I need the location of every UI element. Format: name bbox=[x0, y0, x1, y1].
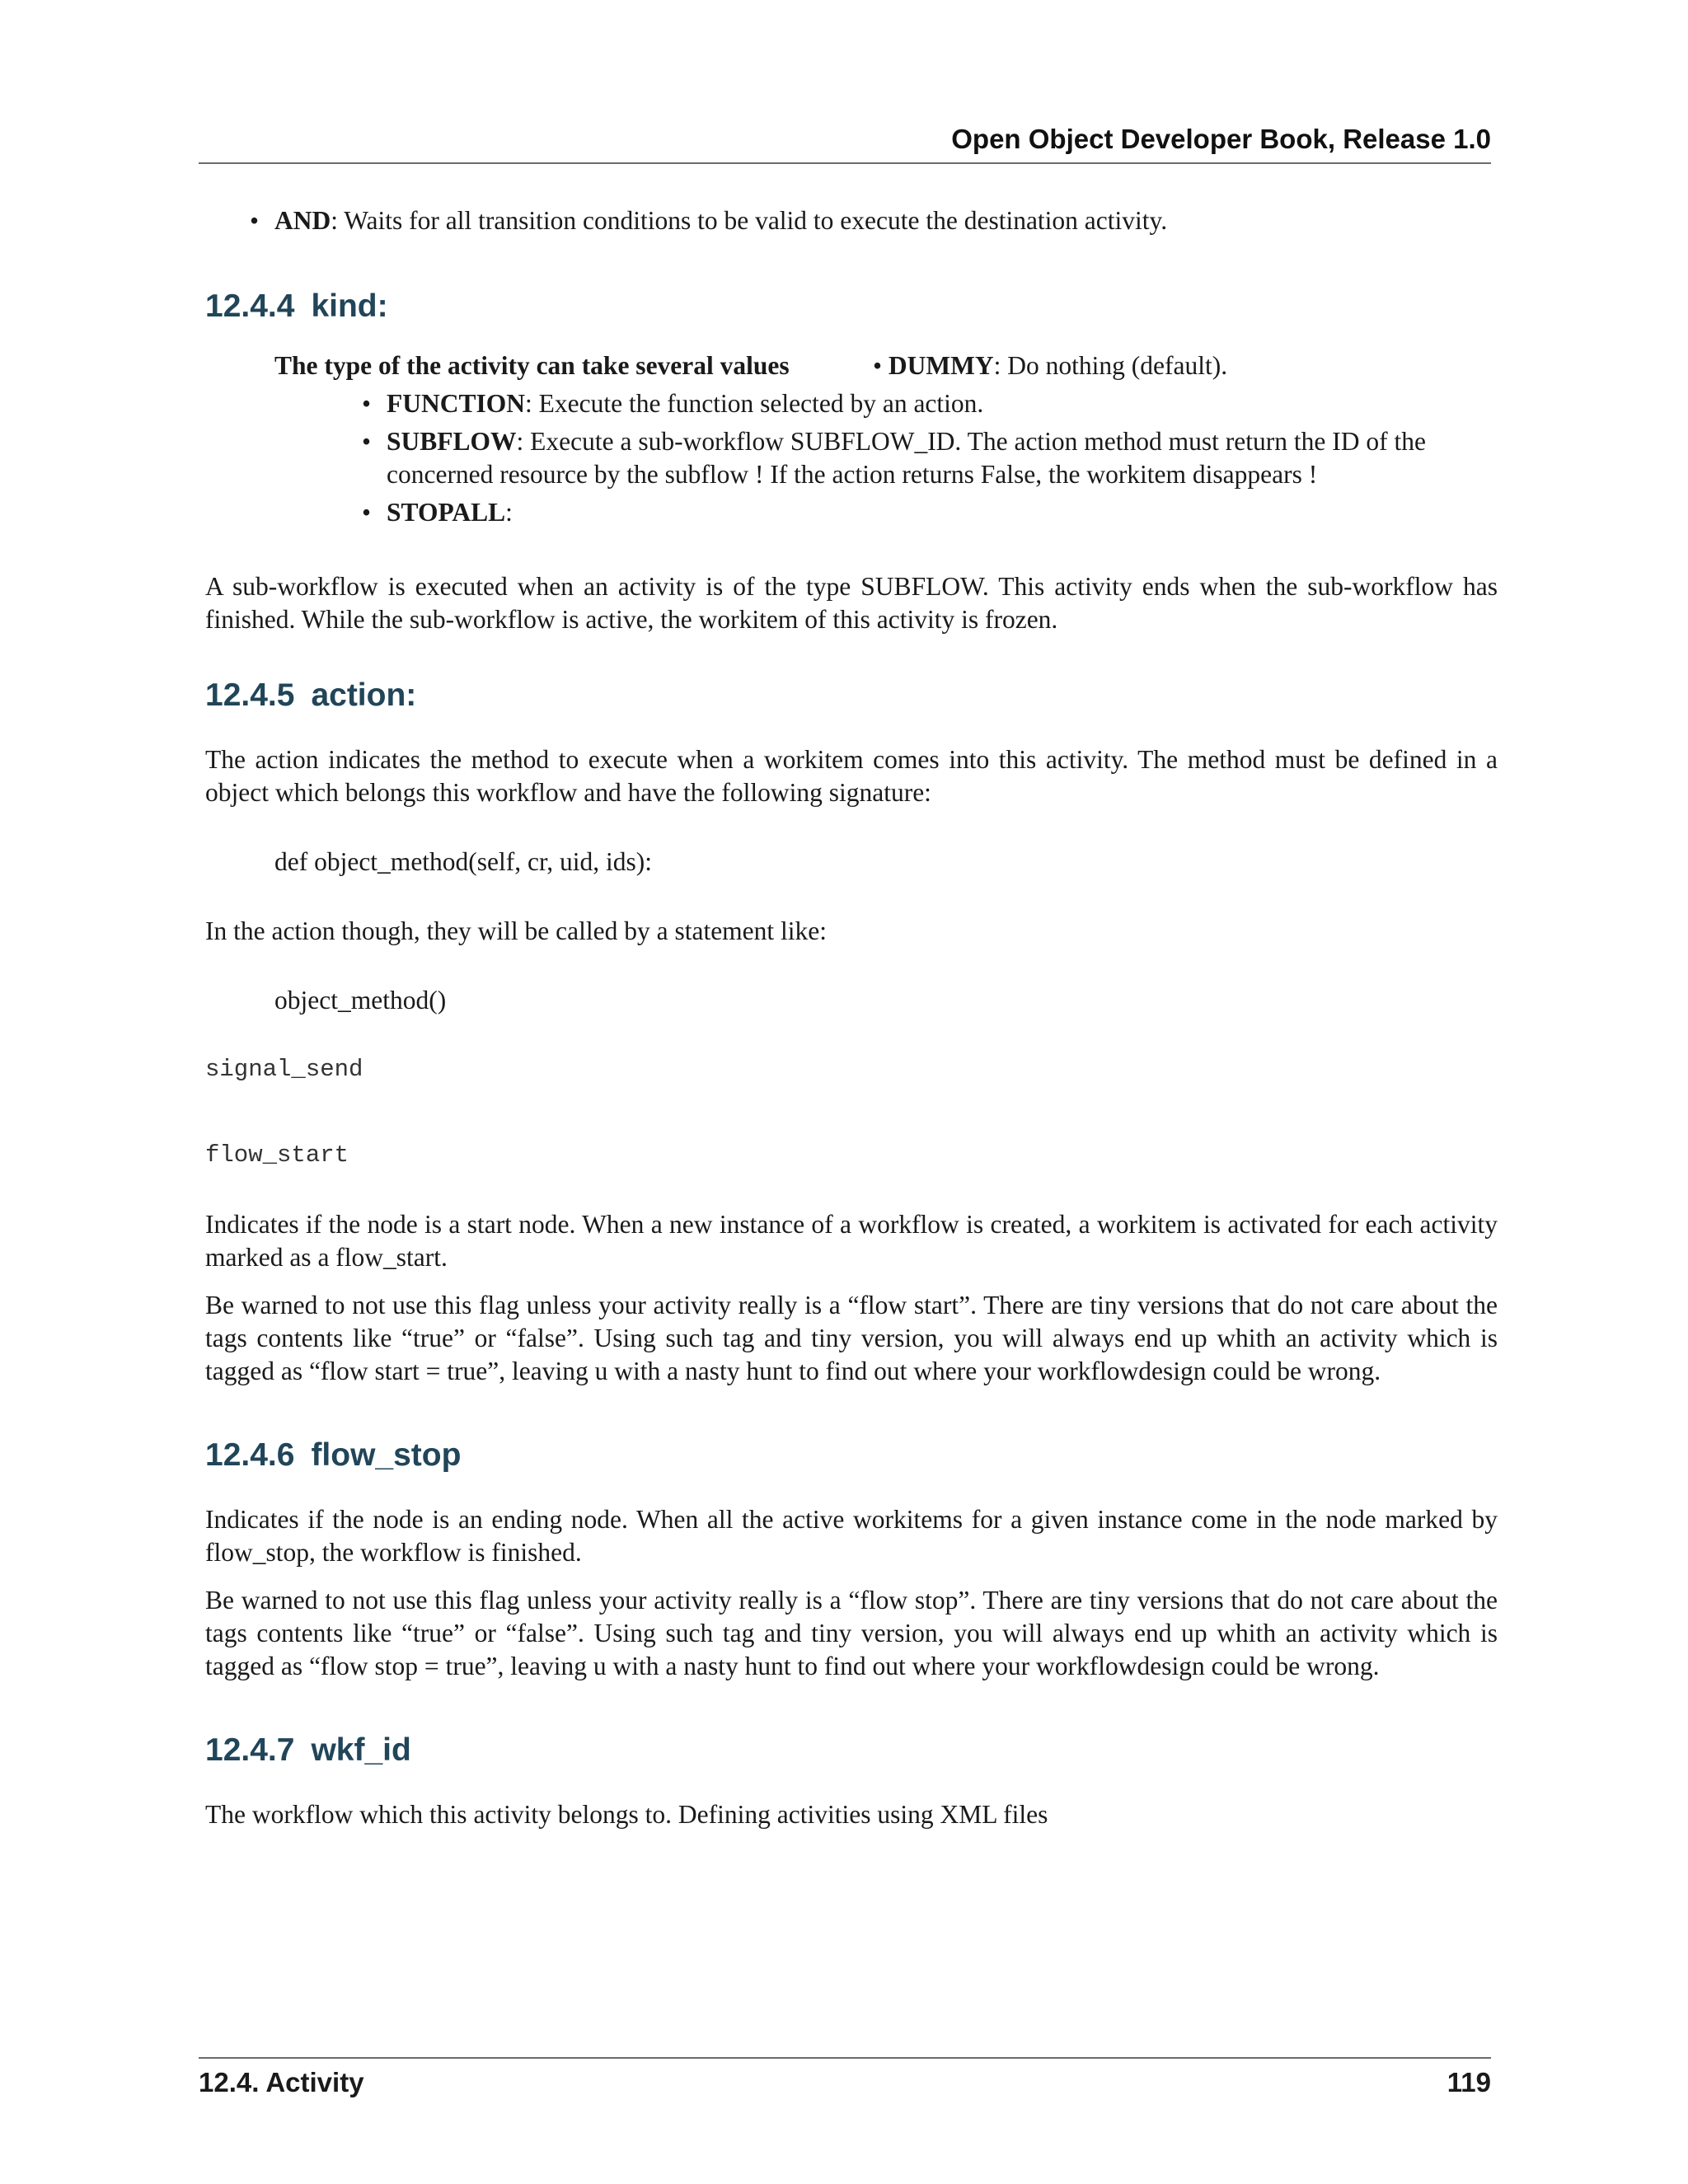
and-bullet-list bbox=[250, 204, 1498, 237]
paragraph: Be warned to not use this flag unless your activity really is a “flow stop”. There are tiny versions that do not care about the tags contents like “true” or “false”. Using such tag and tiny version, you will always end up whith an activity which is tagged as “flow stop = true”, leaving u with a nasty hunt to find out where your workflowdesign could be wrong. bbox=[205, 1586, 1498, 1680]
section-heading-action bbox=[205, 676, 1498, 715]
kind-values-list bbox=[362, 387, 1433, 529]
bullet-term: SUBFLOW bbox=[387, 427, 517, 456]
kind-definition bbox=[205, 349, 1498, 531]
bullet-text: : Execute a sub-workflow SUBFLOW_ID. The action method must return the ID of the concerned resource by the subflow ! If the action returns False, the workitem disappears ! bbox=[387, 427, 1426, 489]
section-number: 12.4.6 bbox=[205, 1437, 295, 1473]
paragraph: Be warned to not use this flag unless your activity really is a “flow start”. There are tiny versions that do not care about the tags contents like “true” or “false”. Using such tag and tiny version, you will always end up whith an activity which is tagged as “flow start = true”, leaving u with a nasty hunt to find out where your workflowdesign could be wrong. bbox=[205, 1291, 1498, 1385]
section-title: action: bbox=[311, 677, 417, 713]
page-number: 119 bbox=[1447, 2067, 1491, 2097]
list-item bbox=[250, 204, 1498, 237]
section-heading-flow-stop bbox=[205, 1436, 1498, 1475]
code-term-flow-start: flow_start bbox=[205, 1141, 349, 1169]
section-title: flow_stop bbox=[311, 1437, 462, 1473]
list-item bbox=[362, 387, 1433, 420]
section-heading-wkf-id bbox=[205, 1731, 1498, 1770]
bullet-term: DUMMY bbox=[888, 351, 994, 380]
section-title: wkf_id bbox=[311, 1732, 411, 1768]
section-number: 12.4.5 bbox=[205, 677, 295, 713]
bullet-text: : Waits for all transition conditions to be valid to execute the destination activity. bbox=[331, 206, 1168, 235]
bullet-text: : bbox=[505, 498, 513, 527]
footer-section: 12.4. Activity bbox=[199, 2067, 364, 2097]
paragraph: In the action though, they will be called by a statement like: bbox=[205, 916, 828, 945]
section-number: 12.4.7 bbox=[205, 1732, 295, 1768]
code-signature: def object_method(self, cr, uid, ids): bbox=[274, 847, 652, 876]
paragraph: The action indicates the method to execute when a workitem comes into this activity. The method must be defined in a object which belongs this workflow and have the following signature: bbox=[205, 745, 1498, 807]
section-number: 12.4.4 bbox=[205, 288, 295, 324]
running-header: Open Object Developer Book, Release 1.0 bbox=[951, 124, 1491, 154]
bullet-term: AND bbox=[274, 206, 331, 235]
footer-rule bbox=[199, 2057, 1491, 2059]
paragraph: Indicates if the node is a start node. When a new instance of a workflow is created, a workitem is activated for each activity marked as a flow_start. bbox=[205, 1210, 1498, 1272]
list-item bbox=[362, 496, 1433, 529]
paragraph: Indicates if the node is an ending node. When all the active workitems for a given instance come in the node marked by flow_stop, the workflow is finished. bbox=[205, 1505, 1498, 1567]
paragraph: A sub-workflow is executed when an activity is of the type SUBFLOW. This activity ends when the sub-workflow has finished. While the sub-workflow is active, the workitem of this activity is frozen. bbox=[205, 572, 1498, 634]
definition-term: The type of the activity can take several values bbox=[274, 351, 790, 380]
bullet-term: FUNCTION bbox=[387, 389, 526, 418]
code-term-signal-send: signal_send bbox=[205, 1056, 363, 1083]
header-rule bbox=[199, 162, 1491, 164]
bullet-term: STOPALL bbox=[387, 498, 506, 527]
page-content bbox=[205, 204, 1498, 1831]
bullet-text: : Execute the function selected by an action. bbox=[525, 389, 984, 418]
section-heading-kind bbox=[205, 287, 1498, 326]
code-call: object_method() bbox=[274, 986, 447, 1015]
section-title: kind: bbox=[311, 288, 388, 324]
list-item: • DUMMY: Do nothing (default). bbox=[873, 351, 1228, 380]
paragraph: The workflow which this activity belongs to. Defining activities using XML files bbox=[205, 1800, 1048, 1829]
list-item bbox=[362, 425, 1433, 491]
bullet-text: : Do nothing (default). bbox=[993, 351, 1228, 380]
